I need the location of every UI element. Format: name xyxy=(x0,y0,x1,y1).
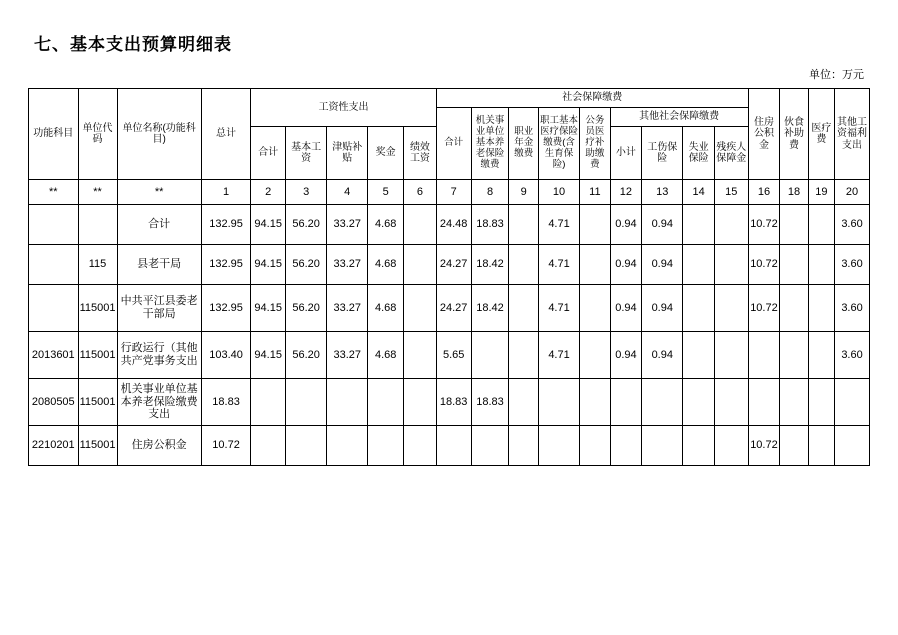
cell-unemployment xyxy=(683,245,715,285)
cell-annuity xyxy=(509,379,539,426)
cell-other-social-subtotal: 0.94 xyxy=(610,285,642,332)
cell-other-social-subtotal xyxy=(610,379,642,426)
header-unemployment-insurance: 失业保险 xyxy=(683,127,715,180)
cell-meal-subsidy xyxy=(780,245,808,285)
cell-function-code: 2013601 xyxy=(29,332,79,379)
cell-meal-subsidy xyxy=(780,285,808,332)
cell-medical-fee xyxy=(808,205,834,245)
colnum-5: 2 xyxy=(251,180,286,205)
cell-unemployment xyxy=(683,332,715,379)
cell-disability xyxy=(714,379,748,426)
cell-other-welfare xyxy=(835,426,870,466)
cell-bonus xyxy=(368,426,404,466)
cell-total: 132.95 xyxy=(201,205,251,245)
header-other-salary-welfare: 其他工资福利支出 xyxy=(835,89,870,180)
colnum-4: 1 xyxy=(201,180,251,205)
cell-total: 132.95 xyxy=(201,245,251,285)
cell-civil-medical xyxy=(580,205,611,245)
cell-salary-total: 94.15 xyxy=(251,285,286,332)
cell-medical xyxy=(538,379,579,426)
cell-meal-subsidy xyxy=(780,379,808,426)
header-social-group: 社会保障缴费 xyxy=(436,89,748,108)
cell-other-welfare xyxy=(835,379,870,426)
cell-bonus xyxy=(368,379,404,426)
cell-basic-salary: 56.20 xyxy=(286,205,327,245)
colnum-22: 20 xyxy=(835,180,870,205)
header-salary-subtotal: 合计 xyxy=(251,127,286,180)
colnum-18: 15 xyxy=(714,180,748,205)
cell-disability xyxy=(714,245,748,285)
table-row xyxy=(29,379,870,426)
colnum-11: 8 xyxy=(471,180,509,205)
cell-disability xyxy=(714,205,748,245)
cell-function-code: 2210201 xyxy=(29,426,79,466)
colnum-9: 6 xyxy=(404,180,437,205)
cell-medical-fee xyxy=(808,379,834,426)
header-function-code: 功能科目 xyxy=(29,89,79,180)
cell-civil-medical xyxy=(580,285,611,332)
cell-performance xyxy=(404,245,437,285)
cell-performance xyxy=(404,426,437,466)
header-social-civil-medical: 公务员医疗补助缴费 xyxy=(580,108,611,180)
header-disability-fund: 残疾人保障金 xyxy=(714,127,748,180)
cell-pension: 18.83 xyxy=(471,379,509,426)
header-social-total: 合计 xyxy=(436,108,471,180)
cell-other-social-subtotal: 0.94 xyxy=(610,332,642,379)
cell-annuity xyxy=(509,285,539,332)
cell-medical: 4.71 xyxy=(538,245,579,285)
cell-civil-medical xyxy=(580,245,611,285)
cell-unemployment xyxy=(683,379,715,426)
cell-pension: 18.83 xyxy=(471,205,509,245)
cell-total: 10.72 xyxy=(201,426,251,466)
cell-housing-fund xyxy=(748,379,780,426)
page-title: 七、基本支出预算明细表 xyxy=(34,35,232,54)
colnum-8: 5 xyxy=(368,180,404,205)
basic-expenditure-budget-table xyxy=(28,88,870,466)
cell-unit-name: 中共平江县委老干部局 xyxy=(117,285,201,332)
cell-medical: 4.71 xyxy=(538,285,579,332)
cell-medical xyxy=(538,426,579,466)
cell-social-total: 24.27 xyxy=(436,285,471,332)
cell-medical-fee xyxy=(808,285,834,332)
cell-performance xyxy=(404,379,437,426)
table-row xyxy=(29,332,870,379)
cell-unit-code: 115001 xyxy=(78,426,117,466)
cell-medical-fee xyxy=(808,426,834,466)
cell-salary-total: 94.15 xyxy=(251,245,286,285)
table-body xyxy=(29,205,870,466)
cell-injury: 0.94 xyxy=(642,245,683,285)
cell-housing-fund xyxy=(748,332,780,379)
cell-housing-fund: 10.72 xyxy=(748,245,780,285)
cell-function-code xyxy=(29,205,79,245)
cell-meal-subsidy xyxy=(780,426,808,466)
table-row xyxy=(29,426,870,466)
colnum-19: 16 xyxy=(748,180,780,205)
header-bonus: 奖金 xyxy=(368,127,404,180)
cell-bonus: 4.68 xyxy=(368,205,404,245)
cell-total: 18.83 xyxy=(201,379,251,426)
cell-allowance xyxy=(327,426,368,466)
cell-pension: 18.42 xyxy=(471,285,509,332)
cell-total: 103.40 xyxy=(201,332,251,379)
cell-other-social-subtotal: 0.94 xyxy=(610,245,642,285)
cell-annuity xyxy=(509,332,539,379)
cell-housing-fund: 10.72 xyxy=(748,205,780,245)
cell-performance xyxy=(404,285,437,332)
cell-other-welfare: 3.60 xyxy=(835,205,870,245)
cell-unit-name: 机关事业单位基本养老保险缴费支出 xyxy=(117,379,201,426)
header-basic-salary: 基本工资 xyxy=(286,127,327,180)
cell-pension xyxy=(471,332,509,379)
header-medical-fee: 医疗费 xyxy=(808,89,834,180)
cell-performance xyxy=(404,332,437,379)
cell-social-total: 24.27 xyxy=(436,245,471,285)
cell-function-code xyxy=(29,285,79,332)
cell-medical-fee xyxy=(808,245,834,285)
colnum-15: 12 xyxy=(610,180,642,205)
colnum-16: 13 xyxy=(642,180,683,205)
cell-total: 132.95 xyxy=(201,285,251,332)
header-housing-fund: 住房公积金 xyxy=(748,89,780,180)
cell-housing-fund: 10.72 xyxy=(748,426,780,466)
cell-bonus: 4.68 xyxy=(368,332,404,379)
table-row xyxy=(29,245,870,285)
cell-unit-name: 县老干局 xyxy=(117,245,201,285)
cell-injury xyxy=(642,426,683,466)
colnum-7: 4 xyxy=(327,180,368,205)
cell-basic-salary: 56.20 xyxy=(286,285,327,332)
cell-function-code: 2080505 xyxy=(29,379,79,426)
colnum-1: ** xyxy=(29,180,79,205)
cell-other-welfare: 3.60 xyxy=(835,245,870,285)
header-performance-salary: 绩效工资 xyxy=(404,127,437,180)
cell-unit-code: 115001 xyxy=(78,285,117,332)
cell-salary-total xyxy=(251,379,286,426)
cell-salary-total xyxy=(251,426,286,466)
colnum-12: 9 xyxy=(509,180,539,205)
cell-unit-code xyxy=(78,205,117,245)
header-social-pension: 机关事业单位基本养老保险缴费 xyxy=(471,108,509,180)
header-social-annuity: 职业年金缴费 xyxy=(509,108,539,180)
header-injury-insurance: 工伤保险 xyxy=(642,127,683,180)
cell-unit-name: 行政运行（其他共产党事务支出 xyxy=(117,332,201,379)
cell-unemployment xyxy=(683,205,715,245)
cell-basic-salary: 56.20 xyxy=(286,245,327,285)
cell-annuity xyxy=(509,205,539,245)
header-meal-subsidy: 伙食补助费 xyxy=(780,89,808,180)
cell-basic-salary xyxy=(286,379,327,426)
header-other-social-subtotal: 小计 xyxy=(610,127,642,180)
header-unit-name: 单位名称(功能科目) xyxy=(117,89,201,180)
cell-bonus: 4.68 xyxy=(368,285,404,332)
cell-salary-total: 94.15 xyxy=(251,205,286,245)
cell-disability xyxy=(714,332,748,379)
cell-unit-name: 合计 xyxy=(117,205,201,245)
header-social-medical: 职工基本医疗保险缴费(含生育保险) xyxy=(538,108,579,180)
cell-unemployment xyxy=(683,426,715,466)
cell-performance xyxy=(404,205,437,245)
cell-salary-total: 94.15 xyxy=(251,332,286,379)
colnum-13: 10 xyxy=(538,180,579,205)
cell-injury: 0.94 xyxy=(642,205,683,245)
cell-disability xyxy=(714,426,748,466)
cell-allowance: 33.27 xyxy=(327,245,368,285)
cell-allowance: 33.27 xyxy=(327,332,368,379)
colnum-21: 19 xyxy=(808,180,834,205)
cell-basic-salary: 56.20 xyxy=(286,332,327,379)
colnum-10: 7 xyxy=(436,180,471,205)
cell-annuity xyxy=(509,245,539,285)
column-number-row xyxy=(29,180,870,205)
cell-allowance: 33.27 xyxy=(327,205,368,245)
cell-allowance: 33.27 xyxy=(327,285,368,332)
cell-other-social-subtotal xyxy=(610,426,642,466)
cell-unit-code: 115001 xyxy=(78,332,117,379)
colnum-20: 18 xyxy=(780,180,808,205)
cell-basic-salary xyxy=(286,426,327,466)
cell-social-total: 18.83 xyxy=(436,379,471,426)
cell-civil-medical xyxy=(580,379,611,426)
cell-medical-fee xyxy=(808,332,834,379)
cell-injury: 0.94 xyxy=(642,332,683,379)
header-salary-group: 工资性支出 xyxy=(251,89,436,127)
cell-pension xyxy=(471,426,509,466)
cell-social-total: 24.48 xyxy=(436,205,471,245)
cell-medical: 4.71 xyxy=(538,332,579,379)
cell-injury: 0.94 xyxy=(642,285,683,332)
cell-pension: 18.42 xyxy=(471,245,509,285)
header-allowance: 津贴补贴 xyxy=(327,127,368,180)
cell-annuity xyxy=(509,426,539,466)
cell-meal-subsidy xyxy=(780,205,808,245)
cell-bonus: 4.68 xyxy=(368,245,404,285)
budget-table-container xyxy=(28,88,870,466)
cell-other-social-subtotal: 0.94 xyxy=(610,205,642,245)
cell-civil-medical xyxy=(580,426,611,466)
cell-unit-code: 115 xyxy=(78,245,117,285)
colnum-14: 11 xyxy=(580,180,611,205)
colnum-17: 14 xyxy=(683,180,715,205)
colnum-3: ** xyxy=(117,180,201,205)
table-row xyxy=(29,205,870,245)
cell-medical: 4.71 xyxy=(538,205,579,245)
cell-function-code xyxy=(29,245,79,285)
cell-housing-fund: 10.72 xyxy=(748,285,780,332)
cell-social-total: 5.65 xyxy=(436,332,471,379)
cell-injury xyxy=(642,379,683,426)
cell-unit-code: 115001 xyxy=(78,379,117,426)
cell-unit-name: 住房公积金 xyxy=(117,426,201,466)
cell-disability xyxy=(714,285,748,332)
cell-other-welfare: 3.60 xyxy=(835,285,870,332)
cell-allowance xyxy=(327,379,368,426)
cell-other-welfare: 3.60 xyxy=(835,332,870,379)
header-total: 总计 xyxy=(201,89,251,180)
table-row xyxy=(29,285,870,332)
header-unit-code: 单位代码 xyxy=(78,89,117,180)
unit-note: 单位：万元 xyxy=(809,69,864,81)
colnum-6: 3 xyxy=(286,180,327,205)
header-other-social-group: 其他社会保障缴费 xyxy=(610,108,748,127)
cell-social-total xyxy=(436,426,471,466)
cell-civil-medical xyxy=(580,332,611,379)
cell-unemployment xyxy=(683,285,715,332)
colnum-2: ** xyxy=(78,180,117,205)
cell-meal-subsidy xyxy=(780,332,808,379)
